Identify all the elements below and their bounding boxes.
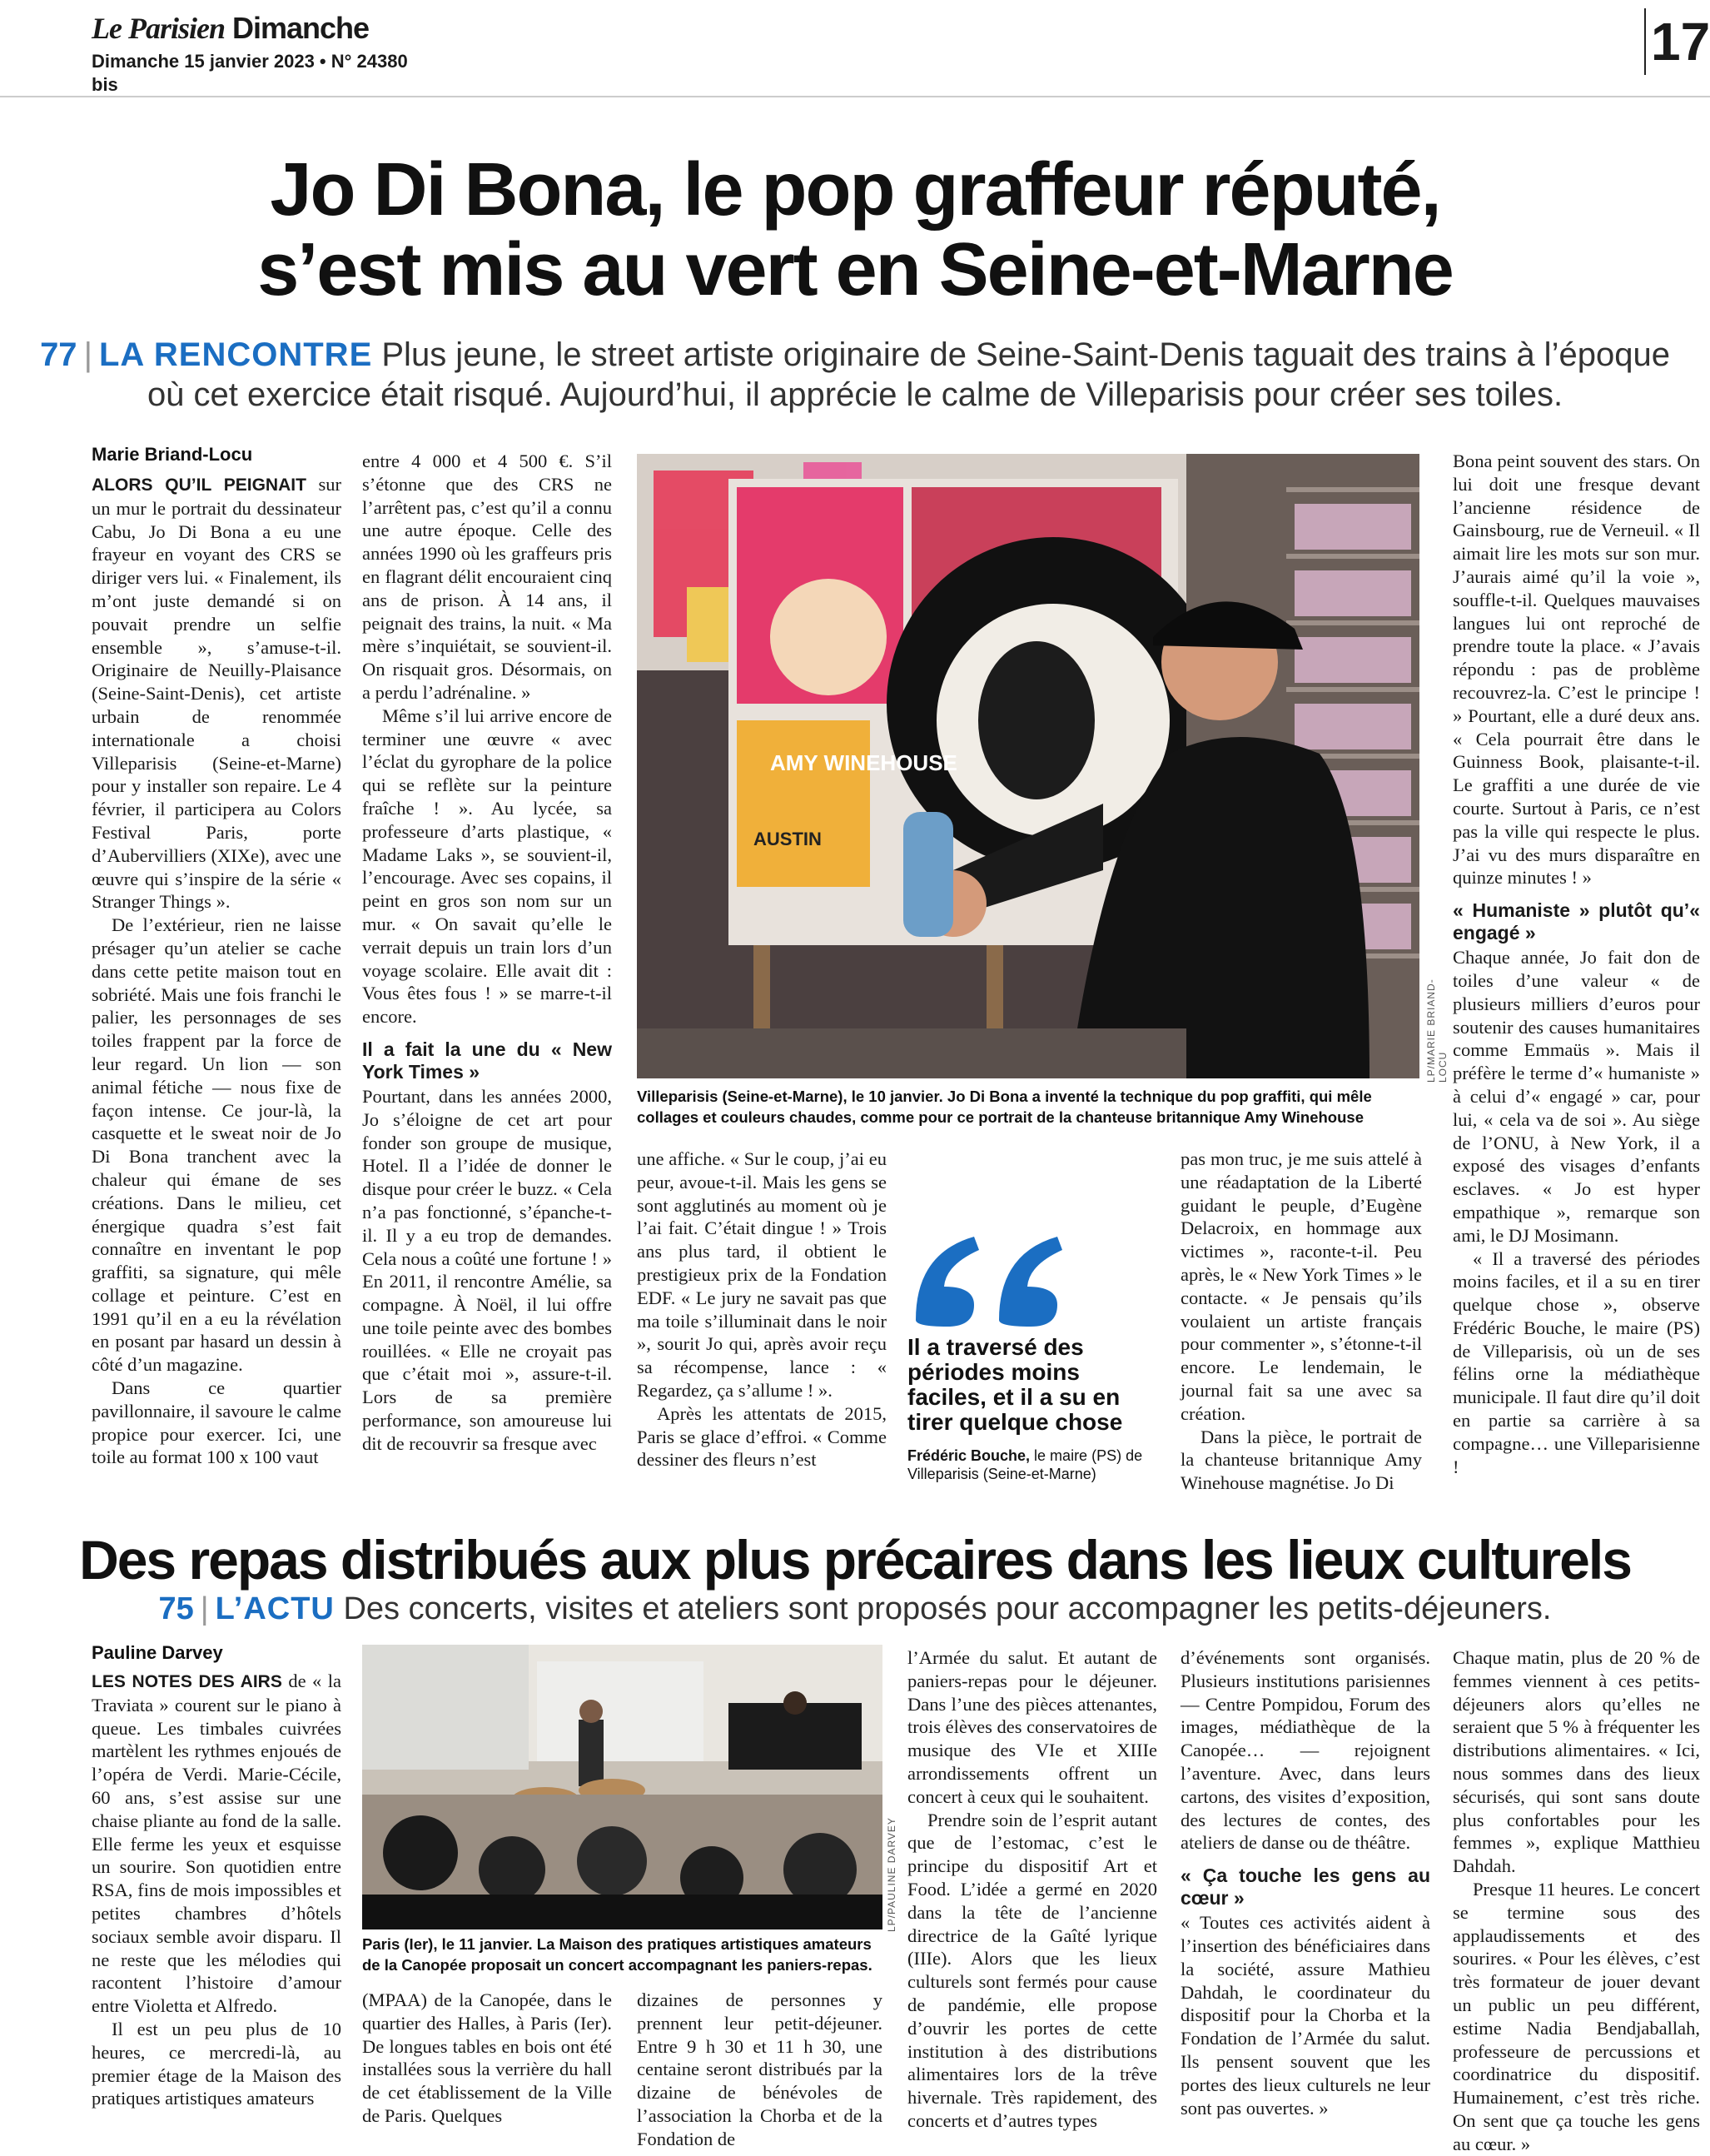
article1-column-4 [1181,1148,1422,1494]
photo-credit: LP/PAULINE DARVEY [886,1817,897,1932]
rubric-tag: LA RENCONTRE [98,336,373,373]
quote-source-role: le maire (PS) de Villeparisis (Seine-et-Marne) [907,1447,1143,1482]
canvas-lettering: AMY WINEHOUSE [770,750,957,775]
quote-source [907,1446,1157,1483]
article1-photo [637,454,1419,1078]
paragraph: Chaque année, Jo fait don de toiles d’une valeur « de plusieurs milliers d’euros pour soutenir des causes humanitaires comme Emmaüs ». Mais il préfère le terme d’« humaniste » à celui d’« engagé » car, pour lui, « cela va de soi ». Au siège de l’ONU, à New York, il a exposé des visages d’enfants esclaves. « Jo est hyper empathique », remarque son ami, le DJ Mosimann. [1453,947,1700,1246]
paragraph: (MPAA) de la Canopée, dans le quartier des Halles, à Paris (Ier). De longues tables en bois ont été installées sous la verrière du hall de cet établissement de la Ville de Paris. Quelques [362,1989,612,2126]
paragraph: « Toutes ces activités aident à l’insertion des bénéficiaires dans la société, assure Mathieu Dahdah, le coordinateur du dispositif pour la Chorba et la Fondation de l’Armée du salut. Ils pensent souvent que les portes des lieux culturels ne leur sont pas ouvertes. » [1181,1912,1430,2119]
quote-marks-icon [907,1228,1074,1328]
paragraph: Même s’il lui arrive encore de terminer une œuvre « avec l’éclat du gyrophare de la police qui se reflète sur la peinture fraîche ! ». Au lycée, sa professeure d’arts plastique, « Madame Laks », se souvient-il, l’encourage. Avec ses copains, il peint en gros son nom sur un mur. « On savait qu’elle le verrait depuis un train lors d’un voyage scolaire. Elle avait dit : Vous êtes fous ! » se marre-t-il encore. [362,705,612,1028]
quote-source-name: Frédéric Bouche, [907,1447,1031,1464]
paragraph: pas mon truc, je me suis attelé à une réadaptation de la Liberté guidant le peuple, d’Eugène Delacroix, en hommage aux victimes », raconte-t-il. Peu après, le « New York Times » le contacte. « Je pensais qu’ils voulaient un artiste français pour commenter », s’étonne-t-il encore. Le lendemain, le journal fait sa une avec sa création. [1181,1148,1422,1424]
newspaper-logo [92,10,425,47]
top-divider [0,96,1710,97]
headline-line-2: s’est mis au vert en Seine-et-Marne [257,228,1453,311]
article1-caption [637,1086,1419,1128]
article1-column-1 [92,473,341,1489]
paragraph: Il est un peu plus de 10 heures, ce mercredi-là, au premier étage de la Maison des pratiques artistiques amateurs [92,2018,341,2109]
photo-credit: LP/MARIE BRIAND-LOCU [1425,978,1449,1083]
pull-quote [907,1228,1157,1495]
article1-headline [33,150,1677,310]
photo-concert [362,1645,882,1929]
kicker-line-1: Plus jeune, le street artiste originaire de Seine-Saint-Denis taguait des trains à l’époque [381,336,1670,373]
quote-text: Il a traversé des périodes moins faciles, et il a su en tirer quelque chose [907,1334,1123,1435]
paragraph: dizaines de personnes y prennent leur petit-déjeuner. Entre 9 h 30 et 11 h 30, une centaine seront distribués par la dizaine de bénévoles de l’association la Chorba et de la Fondation de [637,1989,882,2149]
caption-line-1: Paris (Ier), le 11 janvier. La Maison des pratiques artistiques amateurs [362,1935,872,1953]
paragraph: l’Armée du salut. Et autant de paniers-repas pour le déjeuner. Dans l’une des pièces attenantes, trois élèves des conservatoires de musique des VIe et XIIIe arrondissements offrent un concert à ceux qui le souhaitent. [907,1647,1157,1807]
article2-photo [362,1645,882,1929]
canvas-lettering-2: AUSTIN [753,829,822,849]
paragraph: d’événements sont organisés. Plusieurs institutions parisiennes — Centre Pompidou, Forum des images, médiathèque de la Canopée… — rejoignent l’aventure. Avec, dans leurs cartons, des visites d’exposition, des lectures de contes, des ateliers de danse ou de théâtre. [1181,1647,1430,1854]
lead-in: ALORS QU’IL PEIGNAIT [92,476,306,495]
rubric-tag: L’ACTU [215,1591,335,1626]
paragraph: une affiche. « Sur le coup, j’ai eu peur, avoue-t-il. Mais les gens se sont agglutinés au moment où je l’ai fait. C’était dingue ! » Trois ans plus tard, il obtient le prestigieux prix de la Fondation EDF. « Le jury ne savait pas que ma toile s’illuminait dans le noir », sourit Jo qui, après avoir reçu sa récompense, lance : « Regardez, ça s’allume ! ». [637,1148,887,1401]
article1-column-3 [637,1148,887,1491]
kicker-line-2: où cet exercice était risqué. Aujourd’hui, il apprécie le calme de Villeparisis pour créer ses toiles. [147,376,1563,413]
kicker-line: Des concerts, visites et ateliers sont proposés pour accompagner les petits-déjeuners. [343,1591,1552,1626]
paragraph: Dans ce quartier pavillonnaire, il savoure le calme propice pour exercer. Ici, une toile au format 100 x 100 vaut [92,1377,341,1468]
article2-column-2 [362,1989,612,2129]
paragraph: « Il a traversé des périodes moins faciles, et il a su en tirer quelque chose », observe Frédéric Bouche, le maire (PS) de Villeparisis, où un de ses félins orne la médiathèque municipale. Il faut dire qu’il doit en partie sa carrière à sa compagne… une Villeparisienne ! [1453,1247,1700,1477]
paragraph: entre 4 000 et 4 500 €. S’il s’étonne que des CRS ne l’arrêtent pas, c’est qu’il a connu une autre époque. Celle des années 1990 où les graffeurs pris en flagrant délit encouraient cinq ans de prison. À 14 ans, il peignait des trains, la nuit. « Ma mère s’inquiétait, se souvient-il. On risquait gros. Désormais, on a perdu l’adrénaline. » [362,451,612,703]
lead-in: LES NOTES DES AIRS [92,1672,282,1691]
article2-byline: Pauline Darvey [92,1642,223,1663]
paragraph: Dans la pièce, le portrait de la chanteuse britannique Amy Winehouse magnétise. Jo Di [1181,1426,1422,1494]
article1-column-2 [362,450,612,1491]
article2-caption [362,1934,882,1975]
caption-line-2: collages et couleurs chaudes, comme pour ce portrait de la chanteuse britannique Amy Winehouse [637,1108,1364,1126]
page-number: 17 [1644,8,1694,75]
paragraph: Pourtant, dans les années 2000, Jo s’éloigne de cet art pour fonder son groupe de musique, Hotel. Il a l’idée de donner le disque pour créer le buzz. « Cela n’a pas fonctionné, s’épanche-t-il. Il y a eu trop de demandes. Cela nous a coûté une fortune ! » En 2011, il rencontre Amélie, sa compagne. À Noël, il lui offre une toile peinte avec des bombes rouillées. « Elle ne croyait pas que c’était moi », assure-t-il. Lors de sa première performance, son amoureuse lui dit de recouvrir sa fresque avec [362,1085,612,1454]
caption-line-1: Villeparisis (Seine-et-Marne), le 10 janvier. Jo Di Bona a inventé la technique du pop graffiti, qui mêle [637,1088,1372,1105]
article2-column-3 [637,1989,882,2149]
department-number: 77 [40,336,77,373]
paragraph: Prendre soin de l’esprit autant que de l’estomac, c’est le principe du dispositif Art et Food. L’idée a germé en 2020 dans la tête de l’ancienne directrice de la Gaîté lyrique (IIIe). Alors que les lieux culturels sont fermés pour cause de pandémie, elle propose d’ouvrir les portes de cette institution à des distributions alimentaires lors de la trêve hivernale. Très rapidement, des concerts et d’autres types [907,1809,1157,2131]
subheading: « Ça touche les gens au cœur » [1181,1865,1430,1910]
article2-headline: Des repas distribués aux plus précaires dans les lieux culturels [79,1529,1631,1591]
article2-column-6 [1453,1646,1700,2154]
brand-name: Le Parisien [92,12,225,45]
headline-line-1: Jo Di Bona, le pop graffeur réputé, [270,148,1440,232]
caption-line-2: de la Canopée proposait un concert accompagnant les paniers-repas. [362,1956,872,1974]
article2-column-1 [92,1670,341,2128]
paragraph: Bona peint souvent des stars. On lui doit une fresque devant l’ancienne résidence de Gainsbourg, rue de Verneuil. « Il aimait lire les mots sur son mur. J’aurais aimé qu’il la voie », souffle-t-il. Quelques mauvaises langues lui ont reproché de prendre toute la place. « J’avais répondu : pas de problème recouvrez-la. C’est le principe ! » Pourtant, elle a duré deux ans. « Cela pourrait être dans le Guinness Book, plaisante-t-il. Le graffiti a une durée de vie courte. Surtout à Paris, ce n’est pas la ville qui respecte le plus. J’ai vu des murs disparaître en quinze minutes ! » [1453,451,1700,889]
article2-column-5 [1181,1646,1430,2129]
article1-kicker: 77 | LA RENCONTRE Plus jeune, le street artiste originaire de Seine-Saint-Denis taguait des trains à l’époque où cet exercice était risqué. Aujourd’hui, il apprécie le calme de Villeparisis pour créer ses toiles. [33,335,1677,415]
brand-edition: Dimanche [232,11,370,45]
paragraph: Chaque matin, plus de 20 % de femmes viennent à ces petits-déjeuners alors qu’elles ne seraient que 5 % à fréquenter les distributions alimentaires. « Ici, nous sommes dans des lieux sécurisés, qui sont sans doute plus confortables pour les femmes », explique Matthieu Dahdah. [1453,1647,1700,1877]
article2-column-4 [907,1646,1157,2129]
paragraph: Après les attentats de 2015, Paris se glace d’effroi. « Comme dessiner des fleurs n’est [637,1402,887,1471]
article2-kicker: 75 | L’ACTU Des concerts, visites et ateliers sont proposés pour accompagner les petits-déjeuners. [158,1591,1552,1626]
issue-line: Dimanche 15 janvier 2023 • N° 24380 bis [92,51,408,95]
masthead [92,10,425,95]
photo-studio-artist [637,454,1419,1078]
paragraph: Presque 11 heures. Le concert se termine sous des applaudissements et des sourires. « Pour les élèves, c’est très formateur de jouer devant un public un peu différent, estime Nadia Bendjaballah, professeure de percussions et coordinatrice du dispositif. Humainement, c’est très riche. On sent que ça touche les gens au cœur. » [1453,1878,1700,2154]
subheading: Il a fait la une du « New York Times » [362,1038,612,1083]
paragraph: sur un mur le portrait du dessinateur Cabu, Jo Di Bona a eu une frayeur en voyant des CRS se diriger vers lui. « Finalement, ils m’ont juste demandé si on pouvait prendre un selfie ensemble », s’amuse-t-il. Originaire de Neuilly-Plaisance (Seine-Saint-Denis), cet artiste urbain de renommée internationale a choisi Villeparisis (Seine-et-Marne) pour y installer son repaire. Le 4 février, il participera au Colors Festival Paris, porte d’Aubervilliers (XIXe), avec une œuvre qui s’inspire de la série « Stranger Things ». [92,474,341,913]
article1-byline: Marie Briand-Locu [92,444,253,465]
paragraph: de « la Traviata » courent sur le piano à queue. Les timbales cuivrées martèlent les rythmes enjoués de l’opéra de Verdi. Marie-Cécile, 60 ans, s’est assise sur une chaise pliante au fond de la salle. Elle ferme les yeux et esquisse un sourire. Son quotidien entre RSA, fins de mois impossibles et petites chambres d’hôtels sociaux semble avoir disparu. Il ne reste que les mélodies qui racontent l’histoire d’amour entre Violetta et Alfredo. [92,1671,341,2017]
department-number: 75 [158,1591,194,1626]
paragraph: De l’extérieur, rien ne laisse présager qu’un atelier se cache dans cette petite maison tout en sobriété. Mais une fois franchi le palier, les personnages de ses toiles frappent par la force de leur regard. Un lion — son animal fétiche — nous fixe de façon intense. Ce jour-là, la casquette et le sweat noir de Jo Di Bona tranchent avec la chaleur qui émane de ses créations. Dans le milieu, cet énergique quadra s’est fait connaître en inventant le pop graffiti, sa signature, qui mêle collage et peinture. C’est en 1991 qu’il en a eu la révélation en posant par hasard un dessin à côté d’un magazine. [92,914,341,1376]
article1-column-5 [1453,450,1700,1491]
subheading: « Humaniste » plutôt qu’« engagé » [1453,899,1700,944]
